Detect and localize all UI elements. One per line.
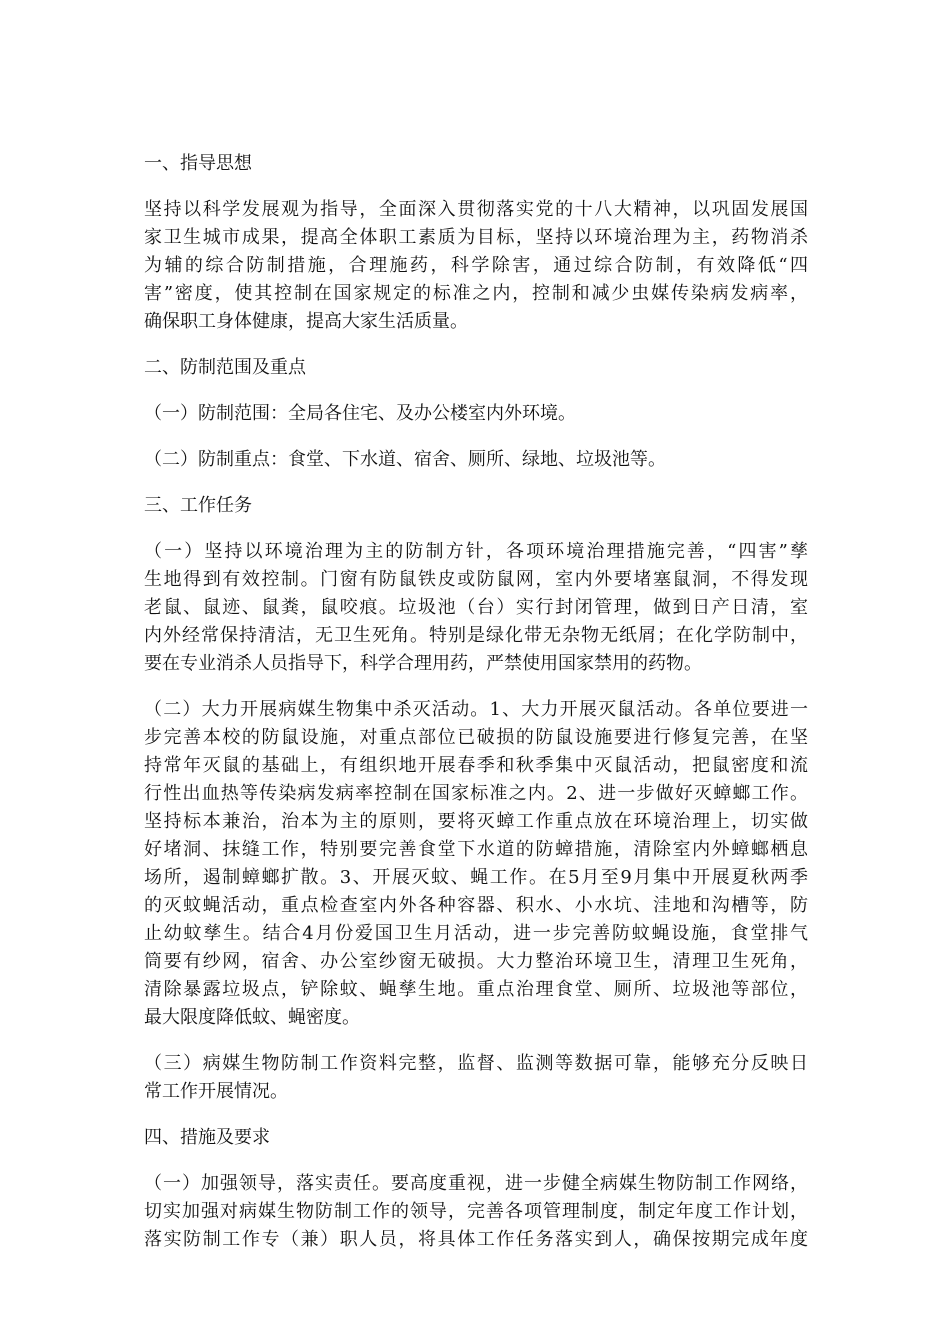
section-heading-2: 二、防制范围及重点 <box>144 357 306 378</box>
paragraph-scope <box>144 400 808 428</box>
paragraph-guiding-ideology <box>144 196 808 336</box>
section-heading-1: 一、指导思想 <box>144 153 252 174</box>
paragraph-task-3 <box>144 1050 808 1106</box>
paragraph-task-1 <box>144 538 808 678</box>
text-line: （三）病媒生物防制工作资料完整，监督、监测等数据可靠，能够充分反映日 <box>144 1053 808 1074</box>
paragraph-task-2 <box>144 696 808 1032</box>
text-line: （二）大力开展病媒生物集中杀灭活动。1、大力开展灭鼠活动。各单位要进一 <box>144 699 808 720</box>
text-line: 内外经常保持清洁，无卫生死角。特别是绿化带无杂物无纸屑；在化学防制中， <box>144 625 808 646</box>
section-heading-3: 三、工作任务 <box>144 495 252 516</box>
text-line: 清除暴露垃圾点，铲除蚊、蝇孳生地。重点治理食堂、厕所、垃圾池等部位， <box>144 979 808 1000</box>
text-line: （二）防制重点：食堂、下水道、宿舍、厕所、绿地、垃圾池等。 <box>144 449 666 470</box>
text-line: 好堵洞、抹缝工作，特别要完善食堂下水道的防蟑措施，清除室内外蟑螂栖息 <box>144 839 808 860</box>
text-line: （一）加强领导，落实责任。要高度重视，进一步健全病媒生物防制工作网络， <box>144 1173 808 1194</box>
paragraph-focus <box>144 446 808 474</box>
text-line: 常工作开展情况。 <box>144 1081 288 1102</box>
text-line: 最大限度降低蚊、蝇密度。 <box>144 1007 360 1028</box>
section-heading-4: 四、措施及要求 <box>144 1127 270 1148</box>
text-line: 家卫生城市成果，提高全体职工素质为目标，坚持以环境治理为主，药物消杀 <box>144 227 808 248</box>
text-line: 的灭蚊蝇活动，重点检查室内外各种容器、积水、小水坑、洼地和沟槽等，防 <box>144 895 808 916</box>
text-line: （一）防制范围：全局各住宅、及办公楼室内外环境。 <box>144 403 576 424</box>
text-line: 害”密度，使其控制在国家规定的标准之内，控制和减少虫媒传染病发病率， <box>144 283 808 304</box>
text-line: 筒要有纱网，宿舍、办公室纱窗无破损。大力整治环境卫生，清理卫生死角， <box>144 951 808 972</box>
text-line: 坚持以科学发展观为指导，全面深入贯彻落实党的十八大精神，以巩固发展国 <box>144 199 808 220</box>
text-line: 确保职工身体健康，提高大家生活质量。 <box>144 311 468 332</box>
text-line: 落实防制工作专（兼）职人员，将具体工作任务落实到人，确保按期完成年度 <box>144 1229 808 1250</box>
text-line: （一）坚持以环境治理为主的防制方针，各项环境治理措施完善，“四害”孳 <box>144 541 808 562</box>
text-line: 止幼蚊孳生。结合4月份爱国卫生月活动，进一步完善防蚊蝇设施，食堂排气 <box>144 923 808 944</box>
text-line: 生地得到有效控制。门窗有防鼠铁皮或防鼠网，室内外要堵塞鼠洞，不得发现 <box>144 569 808 590</box>
text-line: 行性出血热等传染病发病率控制在国家标准之内。2、进一步做好灭蟑螂工作。 <box>144 783 808 804</box>
text-line: 坚持标本兼治，治本为主的原则，要将灭蟑工作重点放在环境治理上，切实做 <box>144 811 808 832</box>
paragraph-measure-1 <box>144 1170 808 1254</box>
text-line: 切实加强对病媒生物防制工作的领导，完善各项管理制度，制定年度工作计划， <box>144 1201 808 1222</box>
text-line: 持常年灭鼠的基础上，有组织地开展春季和秋季集中灭鼠活动，把鼠密度和流 <box>144 755 808 776</box>
text-line: 要在专业消杀人员指导下，科学合理用药，严禁使用国家禁用的药物。 <box>144 653 702 674</box>
text-line: 场所，遏制蟑螂扩散。3、开展灭蚊、蝇工作。在5月至9月集中开展夏秋两季 <box>144 867 808 888</box>
text-line: 为辅的综合防制措施，合理施药，科学除害，通过综合防制，有效降低“四 <box>144 255 808 276</box>
document-page <box>144 150 808 1272</box>
text-line: 步完善本校的防鼠设施，对重点部位已破损的防鼠设施要进行修复完善，在坚 <box>144 727 808 748</box>
text-line: 老鼠、鼠迹、鼠粪，鼠咬痕。垃圾池（台）实行封闭管理，做到日产日清，室 <box>144 597 808 618</box>
